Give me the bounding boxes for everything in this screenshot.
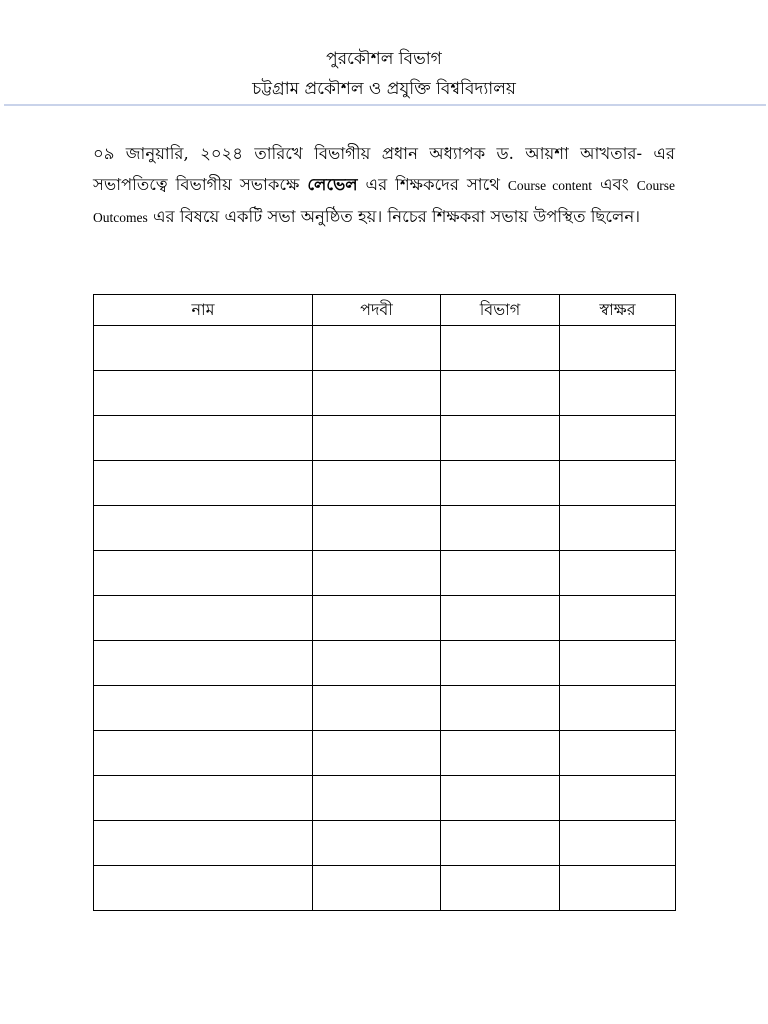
cell-department bbox=[441, 821, 560, 866]
cell-signature bbox=[560, 776, 676, 821]
meeting-description bbox=[93, 138, 675, 233]
cell-signature bbox=[560, 416, 676, 461]
table-row bbox=[94, 506, 676, 551]
description-level-bold: লেভেল bbox=[307, 175, 358, 194]
cell-name bbox=[94, 326, 313, 371]
cell-designation bbox=[313, 416, 441, 461]
description-course-outcomes: Course Outcomes bbox=[93, 178, 676, 225]
table-body bbox=[94, 326, 676, 911]
cell-signature bbox=[560, 506, 676, 551]
cell-designation bbox=[313, 326, 441, 371]
cell-department bbox=[441, 371, 560, 416]
cell-department bbox=[441, 461, 560, 506]
table-row bbox=[94, 461, 676, 506]
cell-signature bbox=[560, 686, 676, 731]
cell-name bbox=[94, 416, 313, 461]
description-course-content: Course content bbox=[507, 178, 592, 193]
cell-name bbox=[94, 821, 313, 866]
cell-signature bbox=[560, 731, 676, 776]
table-row bbox=[94, 371, 676, 416]
description-part-2: এর শিক্ষকদের সাথে bbox=[357, 175, 508, 194]
table-row bbox=[94, 551, 676, 596]
document-header bbox=[0, 44, 768, 104]
cell-designation bbox=[313, 596, 441, 641]
header-department: বিভাগ bbox=[441, 295, 560, 326]
table-row bbox=[94, 731, 676, 776]
cell-name bbox=[94, 461, 313, 506]
description-part-3: এবং bbox=[591, 175, 637, 194]
cell-designation bbox=[313, 461, 441, 506]
cell-name bbox=[94, 371, 313, 416]
description-part-1: ০৯ জানুয়ারি, ২০২৪ তারিখে বিভাগীয় প্রধান অধ্যাপক ড. আয়শা আখতার- এর সভাপতিত্বে বিভাগীয় সভাকক্ষে bbox=[93, 144, 675, 194]
header-designation: পদবী bbox=[313, 295, 441, 326]
department-name: পুরকৌশল বিভাগ bbox=[326, 49, 442, 69]
cell-signature bbox=[560, 641, 676, 686]
description-part-4: এর বিষয়ে একটি সভা অনুষ্ঠিত হয়। নিচের শিক্ষকরা সভায় উপস্থিত ছিলেন। bbox=[147, 207, 641, 226]
cell-department bbox=[441, 686, 560, 731]
cell-designation bbox=[313, 641, 441, 686]
cell-department bbox=[441, 506, 560, 551]
cell-signature bbox=[560, 596, 676, 641]
table-row bbox=[94, 821, 676, 866]
table-row bbox=[94, 686, 676, 731]
cell-name bbox=[94, 551, 313, 596]
cell-department bbox=[441, 326, 560, 371]
cell-designation bbox=[313, 731, 441, 776]
cell-name bbox=[94, 506, 313, 551]
cell-department bbox=[441, 596, 560, 641]
cell-name bbox=[94, 776, 313, 821]
header-divider bbox=[4, 104, 766, 106]
table-row bbox=[94, 776, 676, 821]
cell-designation bbox=[313, 821, 441, 866]
table-row bbox=[94, 641, 676, 686]
table-row bbox=[94, 326, 676, 371]
table-row bbox=[94, 866, 676, 911]
cell-department bbox=[441, 416, 560, 461]
table-header-row bbox=[94, 295, 676, 326]
cell-department bbox=[441, 776, 560, 821]
cell-signature bbox=[560, 551, 676, 596]
cell-name bbox=[94, 641, 313, 686]
cell-signature bbox=[560, 371, 676, 416]
cell-department bbox=[441, 551, 560, 596]
cell-designation bbox=[313, 506, 441, 551]
table-row bbox=[94, 596, 676, 641]
cell-designation bbox=[313, 776, 441, 821]
cell-department bbox=[441, 731, 560, 776]
cell-name bbox=[94, 866, 313, 911]
cell-designation bbox=[313, 686, 441, 731]
header-name: নাম bbox=[94, 295, 313, 326]
university-name: চট্টগ্রাম প্রকৌশল ও প্রযুক্তি বিশ্ববিদ্যালয় bbox=[252, 79, 516, 99]
cell-designation bbox=[313, 866, 441, 911]
cell-name bbox=[94, 731, 313, 776]
cell-signature bbox=[560, 461, 676, 506]
cell-signature bbox=[560, 326, 676, 371]
cell-signature bbox=[560, 866, 676, 911]
cell-department bbox=[441, 641, 560, 686]
cell-designation bbox=[313, 371, 441, 416]
cell-name bbox=[94, 686, 313, 731]
cell-name bbox=[94, 596, 313, 641]
attendance-table bbox=[93, 294, 676, 911]
cell-designation bbox=[313, 551, 441, 596]
header-signature: স্বাক্ষর bbox=[560, 295, 676, 326]
cell-signature bbox=[560, 821, 676, 866]
table-row bbox=[94, 416, 676, 461]
cell-department bbox=[441, 866, 560, 911]
